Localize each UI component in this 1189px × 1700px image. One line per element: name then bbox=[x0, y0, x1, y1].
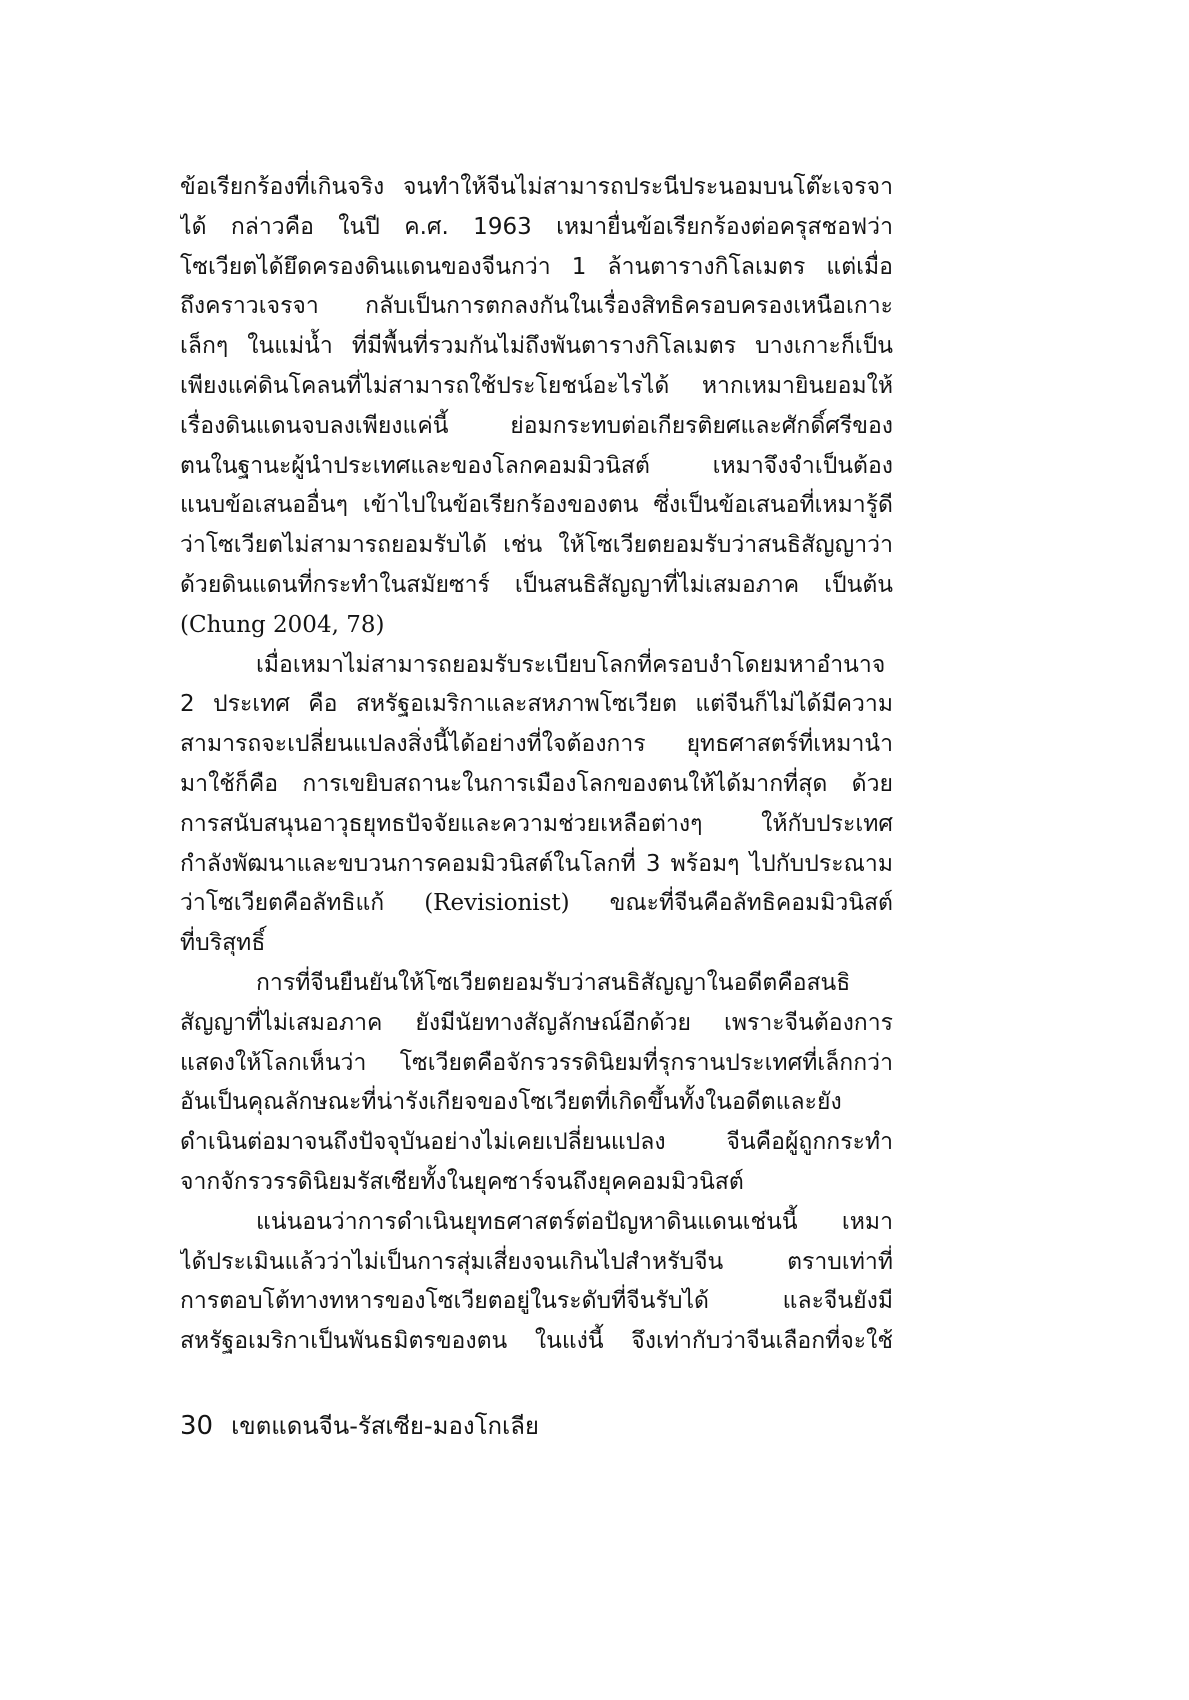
text-line: ว่าโซเวียตไม่สามารถยอมรับได้ เช่น ให้โซเวียตยอมรับว่าสนธิสัญญาว่า bbox=[180, 532, 893, 559]
text-line: 2 ประเทศ คือ สหรัฐอเมริกาและสหภาพโซเวียต แต่จีนก็ไม่ได้มีความ bbox=[180, 691, 893, 718]
text-line: เพียงแค่ดินโคลนที่ไม่สามารถใช้ประโยชน์อะไรได้ หากเหมายินยอมให้ bbox=[180, 372, 893, 399]
text-line: โซเวียตได้ยึดครองดินแดนของจีนกว่า 1 ล้านตารางกิโลเมตร แต่เมื่อ bbox=[180, 253, 893, 280]
text-line: จากจักรวรรดินิยมรัสเซียทั้งในยุคซาร์จนถึงยุคคอมมิวนิสต์ bbox=[180, 1168, 744, 1195]
paragraph-2 bbox=[180, 646, 893, 964]
text-line: สามารถจะเปลี่ยนแปลงสิ่งนี้ได้อย่างที่ใจต้องการ ยุทธศาสตร์ที่เหมานำ bbox=[180, 731, 893, 758]
text-line: การสนับสนุนอาวุธยุทธปัจจัยและความช่วยเหลือต่างๆ ให้กับประเทศ bbox=[180, 810, 893, 837]
text-line: ที่บริสุทธิ์ bbox=[180, 930, 266, 957]
text-line: ดำเนินต่อมาจนถึงปัจจุบันอย่างไม่เคยเปลี่ยนแปลง จีนคือผู้ถูกกระทำ bbox=[180, 1129, 893, 1156]
text-line: แสดงให้โลกเห็นว่า โซเวียตคือจักรวรรดินิยมที่รุกรานประเทศที่เล็กกว่า bbox=[180, 1049, 893, 1076]
page-footer bbox=[180, 1406, 539, 1446]
text-line: การตอบโต้ทางทหารของโซเวียตอยู่ในระดับที่จีนรับได้ และจีนยังมี bbox=[180, 1288, 893, 1315]
paragraph-3 bbox=[180, 964, 893, 1203]
latin-term: (Revisionist) bbox=[424, 890, 570, 917]
text-line: เมื่อเหมาไม่สามารถยอมรับระเบียบโลกที่ครอบงำโดยมหาอำนาจ bbox=[256, 651, 886, 678]
text-line: เรื่องดินแดนจบลงเพียงแค่นี้ ย่อมกระทบต่อเกียรติยศและศักดิ์ศรีของ bbox=[180, 412, 893, 439]
text-line: มาใช้ก็คือ การเขยิบสถานะในการเมืองโลกของตนให้ได้มากที่สุด ด้วย bbox=[180, 770, 893, 797]
paragraph-4 bbox=[180, 1203, 893, 1362]
text-line: ได้ประเมินแล้วว่าไม่เป็นการสุ่มเสี่ยงจนเกินไปสำหรับจีน ตราบเท่าที่ bbox=[180, 1248, 893, 1275]
text-line: การที่จีนยืนยันให้โซเวียตยอมรับว่าสนธิสัญญาในอดีตคือสนธิ bbox=[256, 969, 851, 996]
text-line: อันเป็นคุณลักษณะที่น่ารังเกียจของโซเวียตที่เกิดขึ้นทั้งในอดีตและยัง bbox=[180, 1089, 842, 1116]
text-segment: ขณะที่จีนคือลัทธิคอมมิวนิสต์ bbox=[609, 890, 893, 917]
text-line: ข้อเรียกร้องที่เกินจริง จนทำให้จีนไม่สามารถประนีประนอมบนโต๊ะเจรจา bbox=[180, 174, 893, 200]
text-segment: ว่าโซเวียตคือลัทธิแก้ bbox=[180, 890, 385, 917]
page-number: 30 bbox=[180, 1411, 214, 1441]
text-line: ด้วยดินแดนที่กระทำในสมัยซาร์ เป็นสนธิสัญญาที่ไม่เสมอภาค เป็นต้น bbox=[180, 571, 893, 598]
text-line: แนบข้อเสนออื่นๆ เข้าไปในข้อเรียกร้องของตน ซึ่งเป็นข้อเสนอที่เหมารู้ดี bbox=[180, 492, 893, 519]
text-line: เล็กๆ ในแม่น้ำ ที่มีพื้นที่รวมกันไม่ถึงพันตารางกิโลเมตร บางเกาะก็เป็น bbox=[180, 333, 893, 360]
running-title: เขตแดนจีน-รัสเซีย-มองโกเลีย bbox=[231, 1412, 539, 1440]
text-line: สหรัฐอเมริกาเป็นพันธมิตรของตน ในแง่นี้ จึงเท่ากับว่าจีนเลือกที่จะใช้ bbox=[180, 1328, 893, 1355]
citation-line: (Chung 2004, 78) bbox=[180, 611, 385, 638]
text-line: ตนในฐานะผู้นำประเทศและของโลกคอมมิวนิสต์ เหมาจึงจำเป็นต้อง bbox=[180, 452, 893, 479]
text-line: กำลังพัฒนาและขบวนการคอมมิวนิสต์ในโลกที่ 3 พร้อมๆ ไปกับประณาม bbox=[180, 850, 893, 877]
text-line: ได้ กล่าวคือ ในปี ค.ศ. 1963 เหมายื่นข้อเรียกร้องต่อครุสชอฟว่า bbox=[180, 213, 893, 240]
text-line: สัญญาที่ไม่เสมอภาค ยังมีนัยทางสัญลักษณ์อีกด้วย เพราะจีนต้องการ bbox=[180, 1009, 893, 1036]
text-line: แน่นอนว่าการดำเนินยุทธศาสตร์ต่อปัญหาดินแดนเช่นนี้ เหมา bbox=[256, 1208, 893, 1235]
body-text bbox=[180, 168, 893, 1362]
paragraph-1 bbox=[180, 168, 893, 646]
text-line bbox=[180, 884, 893, 924]
text-line: ถึงคราวเจรจา กลับเป็นการตกลงกันในเรื่องสิทธิครอบครองเหนือเกาะ bbox=[180, 293, 893, 320]
